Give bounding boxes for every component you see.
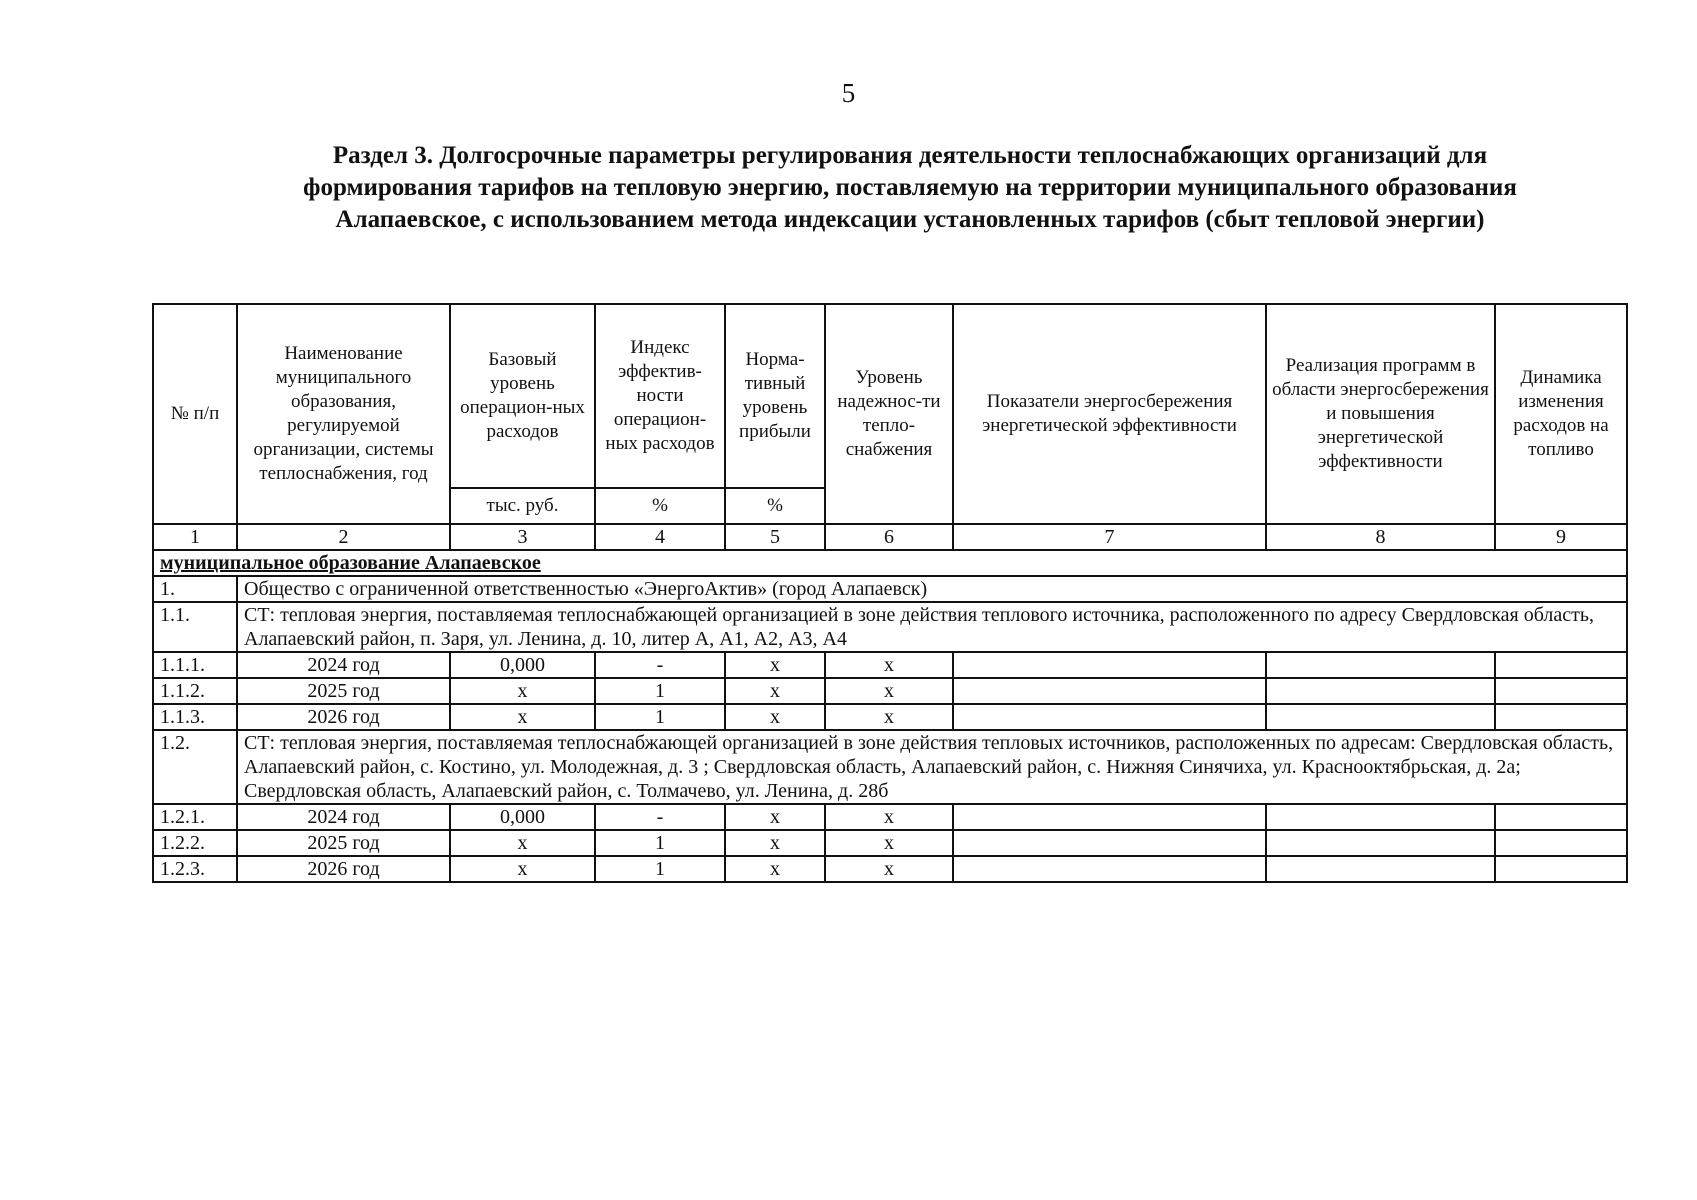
- fuel-cell: [1495, 830, 1627, 856]
- fuel-cell: [1495, 652, 1627, 678]
- group-description-row: [153, 730, 1627, 804]
- index-cell: -: [595, 652, 725, 678]
- column-number: 1: [153, 524, 237, 550]
- header-reliability: Уровень надежнос-ти тепло-снабжения: [825, 304, 953, 524]
- header-num: № п/п: [153, 304, 237, 524]
- profit-cell: x: [725, 830, 825, 856]
- section-row: [153, 550, 1627, 576]
- group-description: СТ: тепловая энергия, поставляемая теплоснабжающей организацией в зоне действия тепловых источников, расположенных по адресам: Свердловская область, Алапаевский район, с. Костино, ул. Молодежная, д. 3 ; Свердловская область, Алапаевский район, с. Нижняя Синячиха, ул. Краснооктябрьская, д. 2а; Свердловская область, Алапаевский район, с. Толмачево, ул. Ленина, д. 28б: [237, 730, 1627, 804]
- programs-cell: [1266, 678, 1495, 704]
- energy-saving-cell: [953, 804, 1266, 830]
- regulation-parameters-table: [152, 303, 1628, 883]
- header-programs: Реализация программ в области энергосбережения и повышения энергетической эффективности: [1266, 304, 1495, 524]
- section-heading: [160, 140, 1660, 236]
- column-number: 6: [825, 524, 953, 550]
- row-number: 1.1.2.: [153, 678, 237, 704]
- organization-row: [153, 576, 1627, 602]
- year-cell: 2026 год: [237, 704, 450, 730]
- row-number: 1.2.3.: [153, 856, 237, 882]
- fuel-cell: [1495, 704, 1627, 730]
- reliability-cell: x: [825, 830, 953, 856]
- table-row: [153, 804, 1627, 830]
- header-fuel-dynamics: Динамика изменения расходов на топливо: [1495, 304, 1627, 524]
- column-numbers-row: [153, 524, 1627, 550]
- header-name: Наименование муниципального образования, регулируемой организации, системы теплоснабжения, год: [237, 304, 450, 524]
- group-description-row: [153, 602, 1627, 652]
- reliability-cell: x: [825, 804, 953, 830]
- reliability-cell: x: [825, 704, 953, 730]
- profit-cell: x: [725, 704, 825, 730]
- header-base-level: Базовый уровень операцион-ных расходов: [450, 304, 595, 488]
- row-number: 1.2.2.: [153, 830, 237, 856]
- row-number: 1.2.: [153, 730, 237, 804]
- index-cell: 1: [595, 678, 725, 704]
- year-cell: 2025 год: [237, 678, 450, 704]
- row-number: 1.1.3.: [153, 704, 237, 730]
- heading-line-3: Алапаевское, с использованием метода индексации установленных тарифов (сбыт тепловой энергии): [335, 206, 1485, 233]
- base-cell: x: [450, 678, 595, 704]
- fuel-cell: [1495, 856, 1627, 882]
- year-cell: 2024 год: [237, 804, 450, 830]
- row-number: 1.1.1.: [153, 652, 237, 678]
- profit-cell: x: [725, 856, 825, 882]
- index-cell: 1: [595, 704, 725, 730]
- programs-cell: [1266, 804, 1495, 830]
- base-cell: 0,000: [450, 652, 595, 678]
- energy-saving-cell: [953, 652, 1266, 678]
- programs-cell: [1266, 830, 1495, 856]
- year-cell: 2026 год: [237, 856, 450, 882]
- index-cell: -: [595, 804, 725, 830]
- base-cell: x: [450, 830, 595, 856]
- energy-saving-cell: [953, 830, 1266, 856]
- base-cell: x: [450, 704, 595, 730]
- column-number: 5: [725, 524, 825, 550]
- fuel-cell: [1495, 804, 1627, 830]
- year-cell: 2024 год: [237, 652, 450, 678]
- energy-saving-cell: [953, 856, 1266, 882]
- energy-saving-cell: [953, 704, 1266, 730]
- page-number: 5: [841, 78, 856, 108]
- index-cell: 1: [595, 856, 725, 882]
- reliability-cell: x: [825, 652, 953, 678]
- table-row: [153, 830, 1627, 856]
- table-row: [153, 704, 1627, 730]
- year-cell: 2025 год: [237, 830, 450, 856]
- table-row: [153, 652, 1627, 678]
- energy-saving-cell: [953, 678, 1266, 704]
- column-number: 4: [595, 524, 725, 550]
- heading-line-1: Раздел 3. Долгосрочные параметры регулирования деятельности теплоснабжающих организаций для: [332, 142, 1488, 169]
- programs-cell: [1266, 704, 1495, 730]
- header-efficiency-index: Индекс эффектив-ности операцион-ных расходов: [595, 304, 725, 488]
- profit-cell: x: [725, 678, 825, 704]
- reliability-cell: x: [825, 856, 953, 882]
- base-cell: 0,000: [450, 804, 595, 830]
- fuel-cell: [1495, 678, 1627, 704]
- index-cell: 1: [595, 830, 725, 856]
- header-profit-level: Норма-тивный уровень прибыли: [725, 304, 825, 488]
- profit-cell: x: [725, 652, 825, 678]
- organization-name: Общество с ограниченной ответственностью «ЭнергоАктив» (город Алапаевск): [237, 576, 1627, 602]
- reliability-cell: x: [825, 678, 953, 704]
- row-number: 1.2.1.: [153, 804, 237, 830]
- profit-cell: x: [725, 804, 825, 830]
- column-number: 8: [1266, 524, 1495, 550]
- unit-base: тыс. руб.: [450, 488, 595, 524]
- unit-index: %: [595, 488, 725, 524]
- unit-profit: %: [725, 488, 825, 524]
- table-row: [153, 678, 1627, 704]
- column-number: 9: [1495, 524, 1627, 550]
- row-number: 1.1.: [153, 602, 237, 652]
- row-number: 1.: [153, 576, 237, 602]
- header-row: [153, 304, 1627, 488]
- programs-cell: [1266, 856, 1495, 882]
- base-cell: x: [450, 856, 595, 882]
- table-row: [153, 856, 1627, 882]
- header-energy-saving: Показатели энергосбережения энергетической эффективности: [953, 304, 1266, 524]
- section-title: муниципальное образование Алапаевское: [153, 550, 1627, 576]
- group-description: СТ: тепловая энергия, поставляемая теплоснабжающей организацией в зоне действия теплового источника, расположенного по адресу Свердловская область, Алапаевский район, п. Заря, ул. Ленина, д. 10, литер А, А1, А2, А3, А4: [237, 602, 1627, 652]
- column-number: 3: [450, 524, 595, 550]
- heading-line-2: формирования тарифов на тепловую энергию, поставляемую на территории муниципального образования: [303, 174, 1517, 201]
- programs-cell: [1266, 652, 1495, 678]
- column-number: 2: [237, 524, 450, 550]
- column-number: 7: [953, 524, 1266, 550]
